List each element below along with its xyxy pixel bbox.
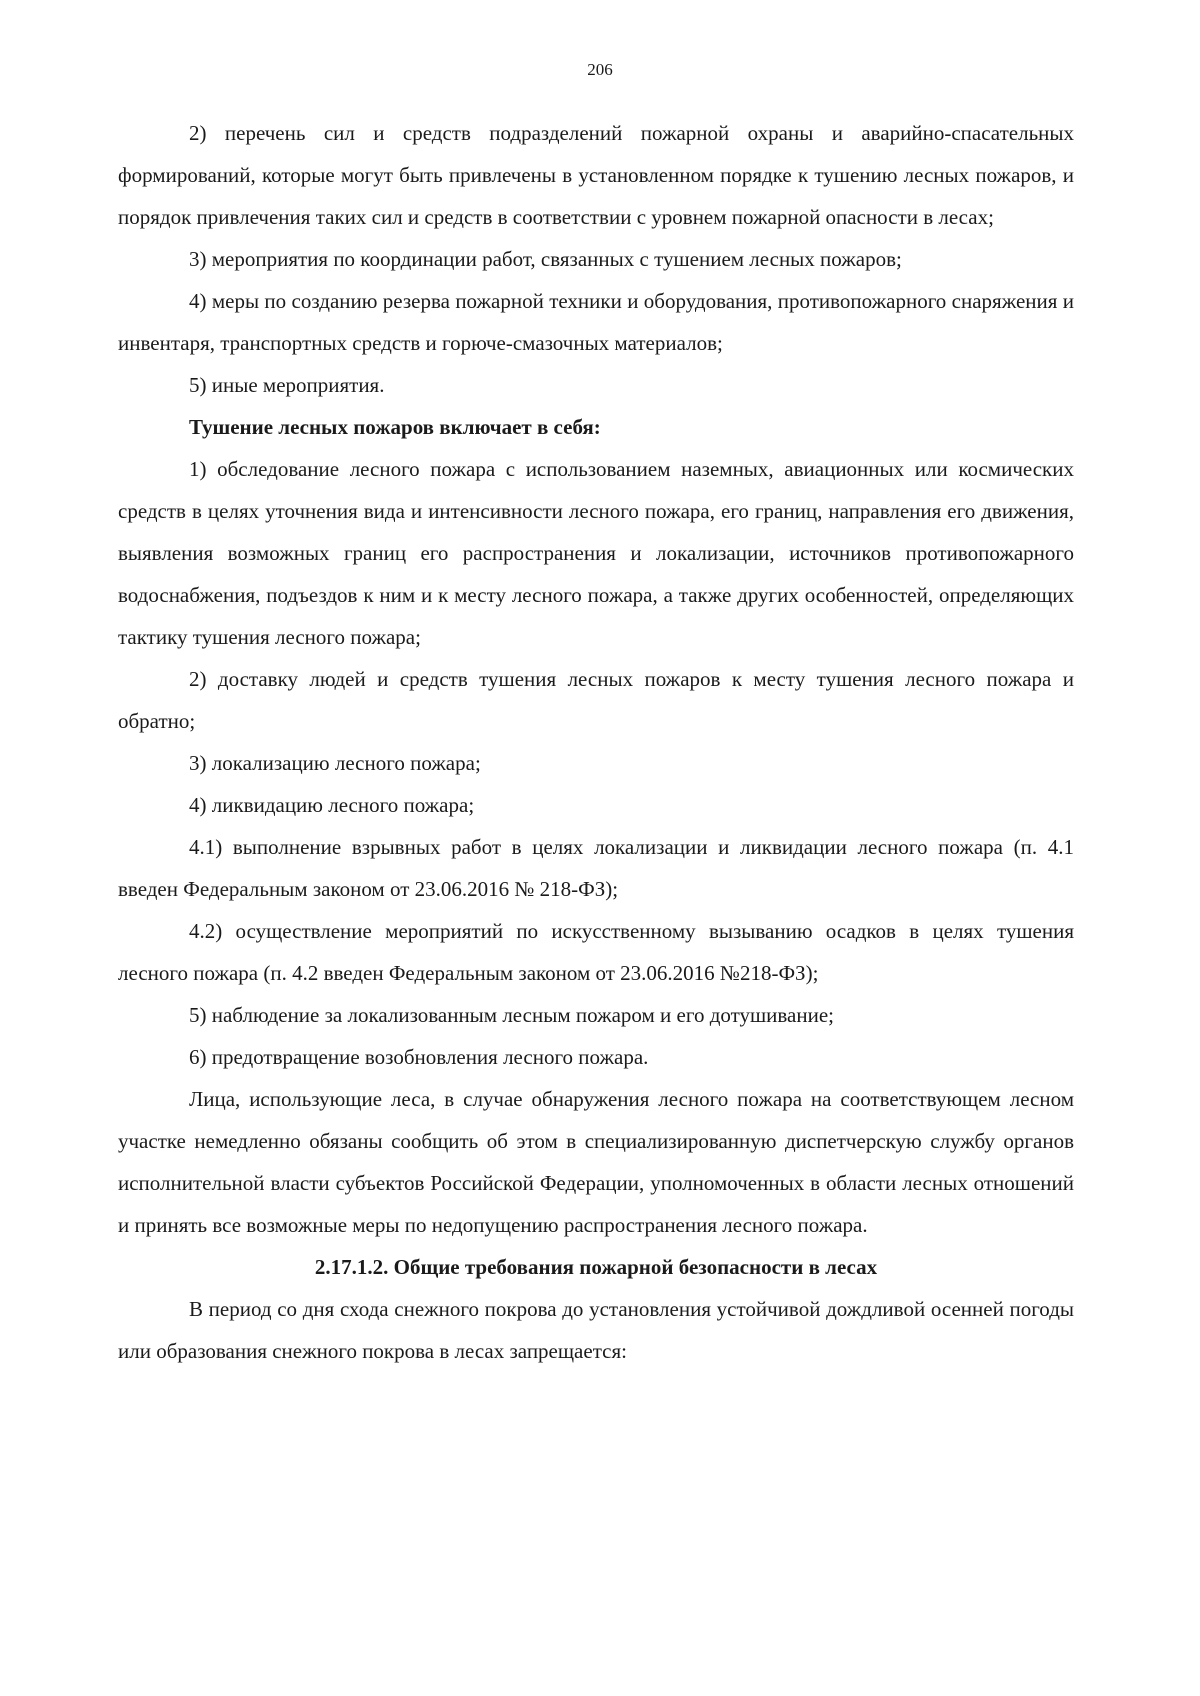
paragraph-survey: 1) обследование лесного пожара с использованием наземных, авиационных или космических средств в целях уточнения вида и интенсивности лесного пожара, его границ, направления его движения, выявления возможных границ его распространения и локализации, источников противопожарного водоснабжения, подъездов к ним и к месту лесного пожара, а также других особенностей, определяющих тактику тушения лесного пожара; bbox=[118, 457, 1074, 649]
document-body bbox=[118, 112, 1074, 1372]
paragraph-prohibited-period: В период со дня схода снежного покрова до установления устойчивой дождливой осенней погоды или образования снежного покрова в лесах запрещается: bbox=[118, 1297, 1074, 1363]
paragraph-extinguishing-includes: Тушение лесных пожаров включает в себя: bbox=[189, 415, 601, 439]
paragraph-prevention: 6) предотвращение возобновления лесного пожара. bbox=[189, 1045, 649, 1069]
section-heading: 2.17.1.2. Общие требования пожарной безопасности в лесах bbox=[314, 1255, 878, 1279]
paragraph-liquidation: 4) ликвидацию лесного пожара; bbox=[189, 793, 475, 817]
paragraph-blasting: 4.1) выполнение взрывных работ в целях локализации и ликвидации лесного пожара (п. 4.1 введен Федеральным законом от 23.06.2016 № 218-ФЗ); bbox=[118, 835, 1074, 901]
paragraph-delivery: 2) доставку людей и средств тушения лесных пожаров к месту тушения лесного пожара и обратно; bbox=[118, 667, 1074, 733]
paragraph-observation: 5) наблюдение за локализованным лесным пожаром и его дотушивание; bbox=[189, 1003, 835, 1027]
paragraph-reserve-measures: 4) меры по созданию резерва пожарной техники и оборудования, противопожарного снаряжения и инвентаря, транспортных средств и горюче-смазочных материалов; bbox=[118, 289, 1074, 355]
paragraph-other-measures: 5) иные мероприятия. bbox=[189, 373, 385, 397]
paragraph-coordination: 3) мероприятия по координации работ, связанных с тушением лесных пожаров; bbox=[189, 247, 902, 271]
page-number: 206 bbox=[587, 60, 613, 79]
paragraph-forest-users-duty: Лица, использующие леса, в случае обнаружения лесного пожара на соответствующем лесном участке немедленно обязаны сообщить об этом в специализированную диспетчерскую службу органов исполнительной власти субъектов Российской Федерации, уполномоченных в области лесных отношений и принять все возможные меры по недопущению распространения лесного пожара. bbox=[118, 1087, 1074, 1237]
paragraph-forces-list: 2) перечень сил и средств подразделений пожарной охраны и аварийно-спасательных формирований, которые могут быть привлечены в установленном порядке к тушению лесных пожаров, и порядок привлечения таких сил и средств в соответствии с уровнем пожарной опасности в лесах; bbox=[118, 121, 1074, 229]
paragraph-localization: 3) локализацию лесного пожара; bbox=[189, 751, 481, 775]
paragraph-precipitation: 4.2) осуществление мероприятий по искусственному вызыванию осадков в целях тушения лесного пожара (п. 4.2 введен Федеральным законом от 23.06.2016 №218-ФЗ); bbox=[118, 919, 1074, 985]
